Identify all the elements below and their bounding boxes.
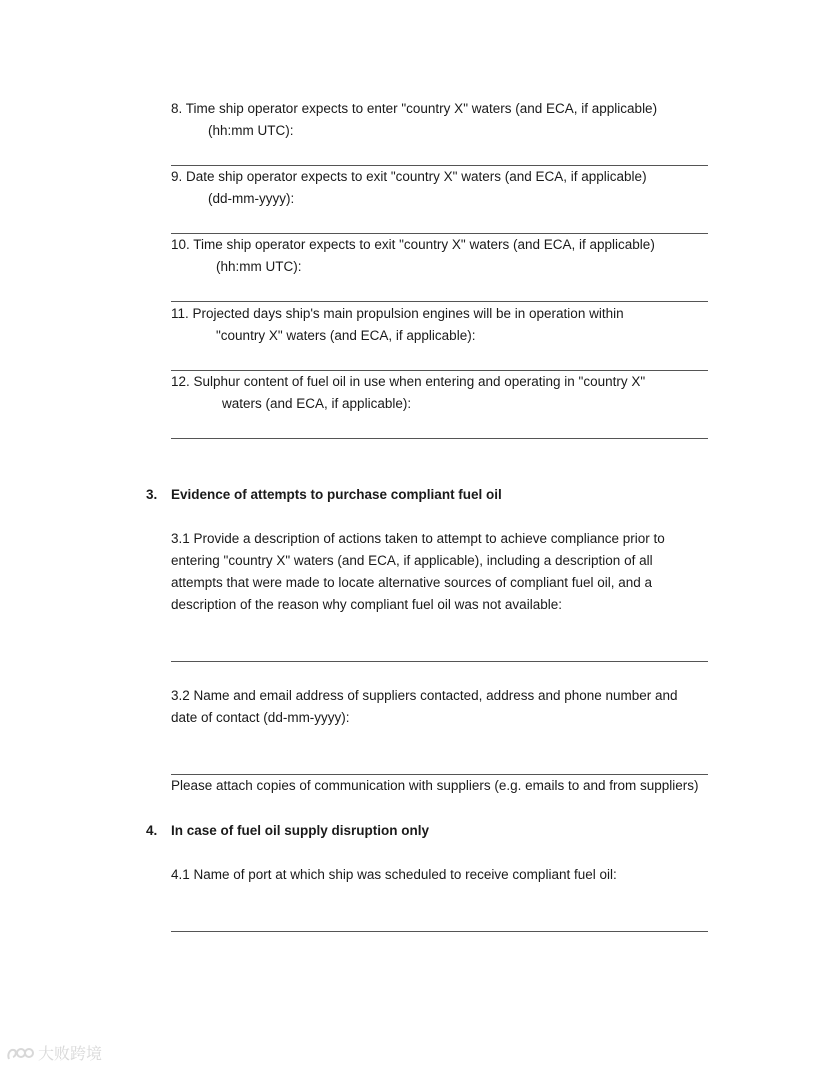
watermark-text: 大败跨境 [38,1044,103,1063]
question-3-1-line: entering "country X" waters (and ECA, if applicable), including a description of all [171,553,653,568]
question-3-2-line: 3.2 Name and email address of suppliers contacted, address and phone number and [171,688,678,703]
question-4-1: 4.1 Name of port at which ship was scheduled to receive compliant fuel oil: [171,867,617,882]
question-8-text: 8. Time ship operator expects to enter "country X" waters (and ECA, if applicable) [171,101,658,116]
section-3-number: 3. [146,487,158,502]
question-11-text: 11. Projected days ship's main propulsion engines will be in operation within [171,306,624,321]
section-4-heading: In case of fuel oil supply disruption only [171,823,430,838]
section-3-heading: Evidence of attempts to purchase compliant fuel oil [171,487,502,502]
answer-line-3-1[interactable] [171,661,708,662]
attach-note: Please attach copies of communication with suppliers (e.g. emails to and from suppliers) [171,778,699,793]
question-9-format: (dd-mm-yyyy): [208,191,295,206]
question-9 [171,166,711,210]
question-3-2-line: date of contact (dd-mm-yyyy): [171,710,350,725]
question-10-text: 10. Time ship operator expects to exit "country X" waters (and ECA, if applicable) [171,237,655,252]
answer-line-12[interactable] [171,438,708,439]
question-3-1-line: 3.1 Provide a description of actions taken to attempt to achieve compliance prior to [171,531,665,546]
answer-line-10[interactable] [171,301,708,302]
question-11-format: "country X" waters (and ECA, if applicable): [216,328,476,343]
answer-line-4-1[interactable] [171,931,708,932]
question-9-text: 9. Date ship operator expects to exit "country X" waters (and ECA, if applicable) [171,169,647,184]
question-10-format: (hh:mm UTC): [216,259,302,274]
question-3-1-line: attempts that were made to locate alternative sources of compliant fuel oil, and a [171,575,653,590]
watermark [6,1044,102,1064]
question-12-format: waters (and ECA, if applicable): [222,396,412,411]
question-3-2 [171,685,691,729]
question-3-1 [171,528,691,616]
section-4-number: 4. [146,823,158,838]
question-8 [171,98,711,142]
question-3-1-line: description of the reason why compliant fuel oil was not available: [171,597,562,612]
question-8-format: (hh:mm UTC): [208,123,294,138]
question-12 [171,371,711,415]
watermark-logo-icon [6,1045,34,1063]
question-11 [171,303,711,347]
question-12-text: 12. Sulphur content of fuel oil in use when entering and operating in "country X" [171,374,646,389]
question-10 [171,234,711,278]
